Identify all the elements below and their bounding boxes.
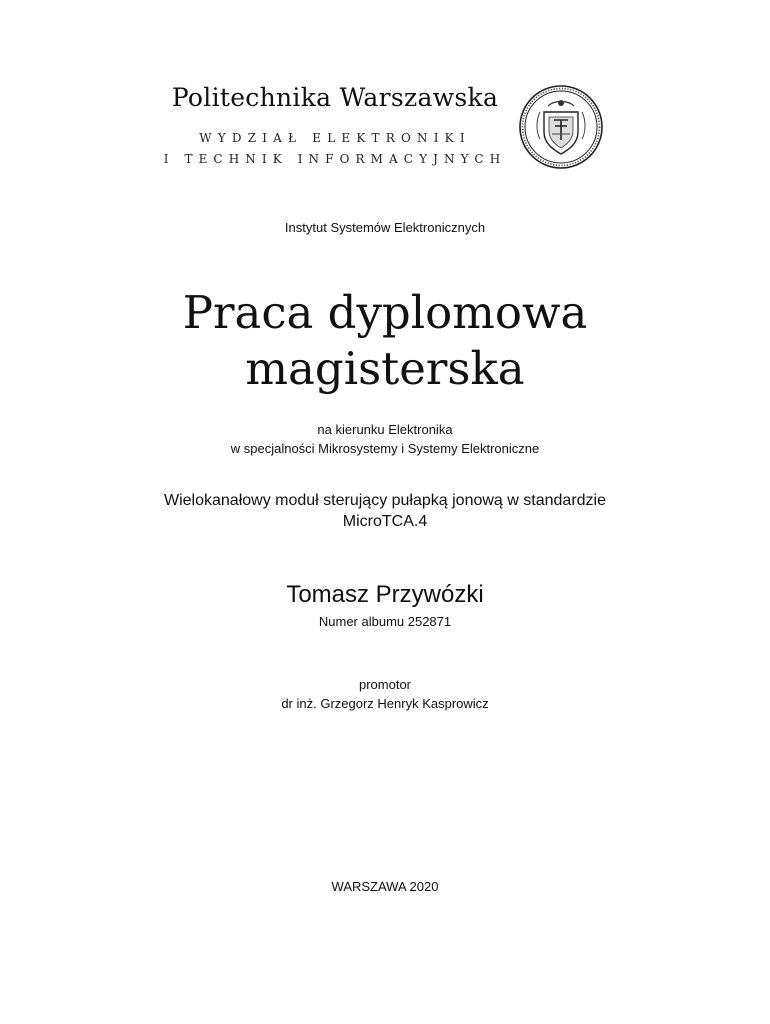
author-name: Tomasz Przywózki xyxy=(286,581,484,608)
study-program xyxy=(0,420,770,458)
place-and-year: WARSZAWA 2020 xyxy=(331,879,439,894)
thesis-title-line1: Wielokanałowy moduł sterujący pułapką jonową w standardzie xyxy=(163,492,606,509)
supervisor-label: promotor xyxy=(358,677,412,692)
faculty-name-line1: WYDZIAŁ ELEKTRONIKI xyxy=(199,131,471,145)
university-name: Politechnika Warszawska xyxy=(171,83,499,112)
supervisor-name: dr inż. Grzegorz Henryk Kasprowicz xyxy=(281,696,489,711)
program-line2: w specjalności Mikrosystemy i Systemy Elektroniczne xyxy=(230,441,540,456)
thesis-type-title xyxy=(0,285,770,397)
university-seal-icon xyxy=(518,84,604,170)
thesis-type-line2: magisterska xyxy=(245,342,525,395)
faculty-name-line2: I TECHNIK INFORMACYJNYCH xyxy=(163,152,507,166)
thesis-type-line1: Praca dyplomowa xyxy=(182,286,588,339)
thesis-title-line2: MicroTCA.4 xyxy=(342,513,428,530)
title-page-header xyxy=(0,0,770,180)
album-number: Numer albumu 252871 xyxy=(318,614,452,629)
program-line1: na kierunku Elektronika xyxy=(317,422,453,437)
thesis-title xyxy=(0,490,770,532)
institute-name: Instytut Systemów Elektronicznych xyxy=(284,220,486,235)
